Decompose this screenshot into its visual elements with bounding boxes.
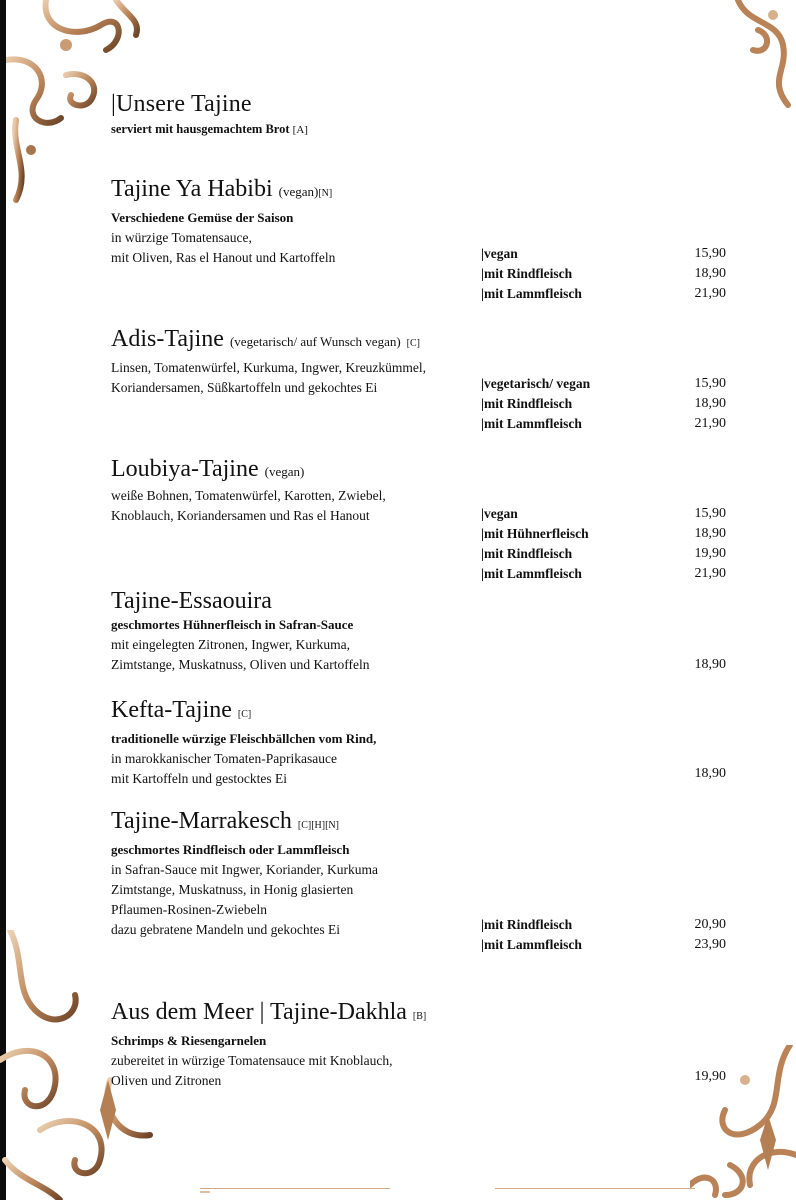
price-row — [481, 524, 726, 544]
price-option: |mit Rindfleisch — [481, 546, 573, 561]
description-line: Verschiedene Gemüse der Saison — [111, 210, 294, 225]
description-line: Schrimps & Riesengarnelen — [111, 1033, 267, 1048]
price-row — [481, 1067, 726, 1087]
dish-allergen-codes: [N] — [318, 188, 333, 199]
price-row — [481, 764, 726, 784]
description-line: Knoblauch, Koriandersamen und Ras el Hanout — [111, 508, 370, 523]
dish-tajine-dakhla — [111, 998, 726, 1091]
price-list — [481, 655, 726, 675]
description-line: zubereitet in würzige Tomatensauce mit Knoblauch, — [111, 1053, 393, 1068]
price-row — [481, 264, 726, 284]
description-line: Zimtstange, Muskatnuss, in Honig glasierten — [111, 882, 354, 897]
dish-name: Aus dem Meer | Tajine-Dakhla — [111, 999, 407, 1025]
price-option: |mit Rindfleisch — [481, 396, 573, 411]
price-value: 20,90 — [694, 917, 726, 932]
bottom-right-divider — [495, 1188, 695, 1189]
dish-title — [111, 807, 726, 840]
price-list — [481, 244, 726, 304]
price-row — [481, 935, 726, 955]
description-line: weiße Bohnen, Tomatenwürfel, Karotten, Zwiebel, — [111, 488, 386, 503]
price-row — [481, 564, 726, 584]
description-line: mit eingelegten Zitronen, Ingwer, Kurkuma, — [111, 637, 351, 652]
dish-note: (vegan) — [264, 464, 305, 479]
subtitle-allergen-code: [A] — [292, 124, 308, 136]
price-row — [481, 655, 726, 675]
dish-title — [111, 998, 726, 1031]
price-value: 18,90 — [694, 526, 726, 541]
price-value: 23,90 — [694, 937, 726, 952]
price-value: 18,90 — [694, 266, 726, 281]
dish-title — [111, 175, 726, 208]
price-value: 15,90 — [694, 376, 726, 391]
dish-title — [111, 587, 726, 615]
price-row — [481, 915, 726, 935]
price-option: |mit Lammfleisch — [481, 566, 582, 581]
price-value: 15,90 — [694, 246, 726, 261]
dish-allergen-codes: [C] — [406, 338, 421, 349]
description-line: in marokkanischer Tomaten-Paprikasauce — [111, 751, 337, 766]
menu-header — [111, 91, 308, 137]
description-line: Linsen, Tomatenwürfel, Kurkuma, Ingwer, Kreuzkümmel, — [111, 360, 427, 375]
dish-name: Tajine Ya Habibi — [111, 176, 273, 202]
dish-name: Loubiya-Tajine — [111, 456, 259, 482]
price-option: |mit Hühnerfleisch — [481, 526, 589, 541]
price-value: 19,90 — [694, 546, 726, 561]
description-line: traditionelle würzige Fleischbällchen vom Rind, — [111, 731, 377, 746]
dish-allergen-codes: [B] — [412, 1011, 427, 1022]
dish-name: Kefta-Tajine — [111, 697, 232, 723]
top-right-ornament-icon — [728, 0, 796, 110]
dish-tajine-marrakesch — [111, 807, 726, 952]
price-list — [481, 1067, 726, 1087]
price-row — [481, 394, 726, 414]
description-line: geschmortes Hühnerfleisch in Safran-Sauce — [111, 617, 354, 632]
price-row — [481, 504, 726, 524]
price-option: |vegan — [481, 246, 518, 261]
description-line: dazu gebratene Mandeln und gekochtes Ei — [111, 922, 341, 937]
price-row — [481, 544, 726, 564]
bottom-left-divider — [200, 1188, 390, 1189]
description-line: Pflaumen-Rosinen-Zwiebeln — [111, 902, 267, 917]
price-value: 19,90 — [694, 1069, 726, 1084]
page-title: |Unsere Tajine — [111, 91, 252, 117]
dish-allergen-codes: [C] — [237, 709, 252, 720]
subtitle-text: serviert mit hausgemachtem Brot — [111, 122, 290, 136]
description-line: in würzige Tomatensauce, — [111, 230, 252, 245]
dish-allergen-codes: [C][H][N] — [297, 820, 339, 831]
price-option: |mit Lammfleisch — [481, 937, 582, 952]
dish-name: Tajine-Marrakesch — [111, 808, 292, 834]
dish-kefta-tajine — [111, 696, 726, 789]
description-line: Koriandersamen, Süßkartoffeln und gekochtes Ei — [111, 380, 378, 395]
price-list — [481, 764, 726, 784]
description-line: in Safran-Sauce mit Ingwer, Koriander, Kurkuma — [111, 862, 378, 877]
dish-title — [111, 696, 726, 729]
dish-name: Adis-Tajine — [111, 326, 224, 352]
price-row — [481, 414, 726, 434]
description-line: geschmortes Rindfleisch oder Lammfleisch — [111, 842, 350, 857]
dish-title — [111, 455, 726, 486]
description-line: Zimtstange, Muskatnuss, Oliven und Kartoffeln — [111, 657, 370, 672]
price-option: |mit Lammfleisch — [481, 286, 582, 301]
price-option: |mit Rindfleisch — [481, 266, 573, 281]
price-value: 15,90 — [694, 506, 726, 521]
price-value: 21,90 — [694, 286, 726, 301]
price-value: 18,90 — [694, 396, 726, 411]
price-option: |vegetarisch/ vegan — [481, 376, 591, 391]
price-value: 18,90 — [694, 766, 726, 781]
price-row — [481, 284, 726, 304]
dish-loubiya-tajine — [111, 455, 726, 581]
dish-note: (vegetarisch/ auf Wunsch vegan) — [229, 334, 401, 349]
page-subtitle — [111, 122, 308, 137]
dish-adis-tajine — [111, 325, 726, 431]
price-list — [481, 374, 726, 434]
price-list — [481, 915, 726, 955]
price-option: |mit Lammfleisch — [481, 416, 582, 431]
price-option: |vegan — [481, 506, 518, 521]
description-line: Oliven und Zitronen — [111, 1073, 222, 1088]
price-list — [481, 504, 726, 584]
price-option: |mit Rindfleisch — [481, 917, 573, 932]
price-row — [481, 374, 726, 394]
dish-name: Tajine-Essaouira — [111, 588, 272, 614]
dish-note: (vegan) — [278, 184, 319, 199]
price-value: 21,90 — [694, 566, 726, 581]
dish-title — [111, 325, 726, 358]
description-line: mit Oliven, Ras el Hanout und Kartoffeln — [111, 250, 336, 265]
price-row — [481, 244, 726, 264]
price-value: 21,90 — [694, 416, 726, 431]
description-line: mit Kartoffeln und gestocktes Ei — [111, 771, 287, 786]
dish-tajine-essaouira — [111, 587, 726, 675]
price-value: 18,90 — [694, 657, 726, 672]
dish-tajine-ya-habibi — [111, 175, 726, 301]
